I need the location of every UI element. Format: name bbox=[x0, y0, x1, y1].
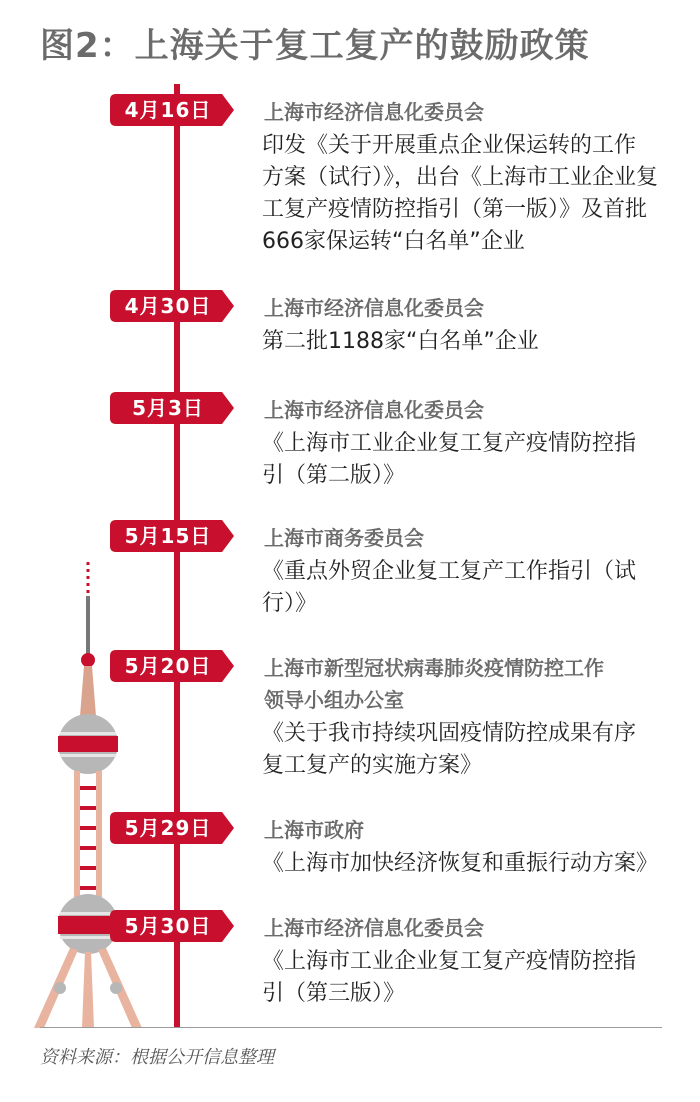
description-line: 印发《关于开展重点企业保运转的工作 bbox=[262, 133, 637, 158]
description-line: 《重点外贸企业复工复产工作指引（试 bbox=[262, 559, 637, 584]
issuer-line: 领导小组办公室 bbox=[264, 688, 404, 712]
date-tag bbox=[110, 392, 236, 424]
date-label: 4月16日 bbox=[124, 98, 212, 122]
policy-description bbox=[262, 326, 672, 358]
issuer-line: 上海市经济信息化委员会 bbox=[264, 398, 484, 422]
policy-description bbox=[262, 428, 672, 492]
policy-description bbox=[262, 848, 672, 880]
date-label: 5月3日 bbox=[132, 396, 204, 420]
issuer-line: 上海市经济信息化委员会 bbox=[264, 296, 484, 320]
policy-description bbox=[262, 946, 672, 1010]
description-line: 《关于我市持续巩固疫情防控成果有序 bbox=[262, 721, 637, 746]
issuer-name bbox=[264, 912, 674, 944]
date-tag bbox=[110, 94, 236, 126]
issuer-name bbox=[264, 292, 674, 324]
issuer-line: 上海市经济信息化委员会 bbox=[264, 916, 484, 940]
issuer-line: 上海市新型冠状病毒肺炎疫情防控工作 bbox=[264, 656, 604, 680]
date-tag bbox=[110, 650, 236, 682]
date-label: 4月30日 bbox=[124, 294, 212, 318]
bottom-rule bbox=[40, 1027, 662, 1028]
issuer-name bbox=[264, 96, 674, 128]
page-title: 图2：上海关于复工复产的鼓励政策 bbox=[40, 26, 590, 66]
issuer-name bbox=[264, 522, 674, 554]
description-line: 《上海市工业企业复工复产疫情防控指 bbox=[262, 949, 637, 974]
description-line: 《上海市工业企业复工复产疫情防控指 bbox=[262, 431, 637, 456]
policy-description bbox=[262, 130, 672, 258]
description-line: 行）》 bbox=[262, 591, 318, 616]
date-label: 5月29日 bbox=[124, 816, 212, 840]
issuer-name bbox=[264, 652, 674, 716]
issuer-line: 上海市经济信息化委员会 bbox=[264, 100, 484, 124]
date-tag bbox=[110, 290, 236, 322]
description-line: 《上海市加快经济恢复和重振行动方案》 bbox=[262, 851, 659, 876]
description-line: 666家保运转“白名单”企业 bbox=[262, 229, 525, 254]
policy-description bbox=[262, 718, 672, 782]
description-line: 复工复产的实施方案》 bbox=[262, 753, 483, 778]
issuer-line: 上海市政府 bbox=[264, 818, 364, 842]
date-tag bbox=[110, 910, 236, 942]
date-tag bbox=[110, 812, 236, 844]
issuer-name bbox=[264, 394, 674, 426]
issuer-name bbox=[264, 814, 674, 846]
date-label: 5月15日 bbox=[124, 524, 212, 548]
description-line: 引（第二版）》 bbox=[262, 463, 406, 488]
description-line: 工复产疫情防控指引（第一版）》及首批 bbox=[262, 197, 648, 222]
oriental-pearl-tower-icon bbox=[30, 556, 150, 1028]
description-line: 方案（试行）》，出台《上海市工业企业复 bbox=[262, 165, 659, 190]
issuer-line: 上海市商务委员会 bbox=[264, 526, 424, 550]
date-label: 5月30日 bbox=[124, 914, 212, 938]
description-line: 第二批1188家“白名单”企业 bbox=[262, 329, 539, 354]
source-note: 资料来源：根据公开信息整理 bbox=[40, 1047, 274, 1068]
date-tag bbox=[110, 520, 236, 552]
policy-description bbox=[262, 556, 672, 620]
description-line: 引（第三版）》 bbox=[262, 981, 406, 1006]
date-label: 5月20日 bbox=[124, 654, 212, 678]
timeline-line bbox=[174, 84, 180, 1028]
